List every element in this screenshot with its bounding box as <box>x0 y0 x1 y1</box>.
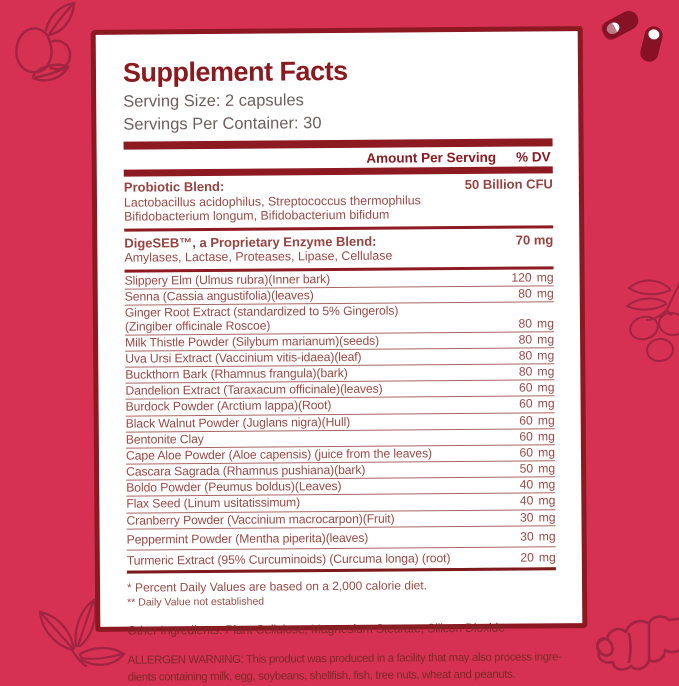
ingredient-name: Senna (Cassia angustifolia)(leaves) <box>124 288 314 304</box>
table-row <box>125 303 554 336</box>
supplement-facts-panel <box>91 26 588 684</box>
amount-unit: mg <box>536 286 554 301</box>
ingredient-name: Milk Thistle Powder (Silybum marianum)(seeds) <box>125 333 380 350</box>
serving-size: Serving Size: 2 capsules <box>123 90 304 111</box>
blend-amount: 70 mg <box>515 232 554 248</box>
probiotic-blend-section <box>124 173 553 226</box>
amount-per-serving-header: Amount Per Serving <box>366 149 497 166</box>
ingredient-name: Uva Ursi Extract (Vaccinium vitis-idaea)(leaf) <box>125 349 362 366</box>
amount-value: 50 <box>519 461 534 476</box>
daily-value-footnote: * Percent Daily Values are based on a 2,000 calorie diet. <box>126 578 428 595</box>
amount-unit: mg <box>537 412 555 428</box>
amount-value: 60 <box>519 445 534 460</box>
amount-unit: mg <box>537 445 556 460</box>
amount-unit: mg <box>538 529 556 544</box>
ingredient-amount <box>513 398 555 411</box>
blend-sub-line: Amylases, Lactase, Proteases, Lipase, Cellulase <box>124 248 393 266</box>
amount-value: 30 <box>519 510 534 525</box>
ingredient-name: Boldo Powder (Peumus boldus)(Leaves) <box>126 479 342 495</box>
capsule-pills-icon <box>597 6 669 68</box>
amount-unit: mg <box>537 396 555 411</box>
amount-value: 80 <box>518 348 533 363</box>
amount-value: 60 <box>518 380 533 395</box>
ingredient-amount <box>514 511 556 524</box>
ingredient-amount <box>512 317 554 330</box>
amount-value: 80 <box>518 364 533 379</box>
ingredient-name: Flax Seed (Linum usitatissimum) <box>126 495 301 512</box>
amount-value: 80 <box>518 316 533 331</box>
amount-value: 80 <box>518 286 532 301</box>
amount-unit: mg <box>537 332 555 347</box>
amount-unit: mg <box>537 380 555 395</box>
ingredient-name: Buckthorn Bark (Rhamnus frangula)(bark) <box>125 366 348 382</box>
amount-value: 60 <box>519 413 533 428</box>
amount-unit: mg <box>536 270 554 285</box>
ingredient-amount <box>514 479 556 492</box>
blend-name: DigeSEB™, a Proprietary Enzyme Blend: <box>124 233 377 251</box>
ingredient-name: Ginger Root Extract (standardized to 5% Gingerols) (Zingiber officinale Roscoe) <box>124 303 399 334</box>
ingredient-amount <box>512 288 554 301</box>
ingredient-name: Burdock Powder (Arctium lappa)(Root) <box>125 398 332 415</box>
ingredient-name: Black Walnut Powder (Juglans nigra)(Hull) <box>125 414 351 431</box>
ingredient-amount <box>513 414 555 427</box>
berry-sketch-icon <box>4 0 82 96</box>
amount-unit: mg <box>537 348 555 363</box>
amount-value: 40 <box>519 493 534 509</box>
amount-unit: mg <box>538 461 556 476</box>
ingredient-amount <box>513 349 555 362</box>
amount-value: 60 <box>519 429 533 444</box>
ingredient-name: Slippery Elm (Ulmus rubra)(Inner bark) <box>124 272 331 288</box>
ingredient-name: Cape Aloe Powder (Aloe capensis) (juice from the leaves) <box>125 446 433 463</box>
ingredient-name: Peppermint Powder (Mentha piperita)(leaves) <box>126 530 369 547</box>
ingredient-amount <box>514 530 556 543</box>
ingredient-table <box>125 270 556 571</box>
ingredient-name: Turmeric Extract (95% Curcuminoids) (Curcuma longa) (root) <box>126 551 451 568</box>
amount-unit: mg <box>538 477 556 492</box>
ingredient-name: Cranberry Powder (Vaccinium macrocarpon)(Fruit) <box>126 511 395 528</box>
percent-dv-header: % DV <box>516 149 551 165</box>
amount-value: 20 <box>520 550 534 565</box>
blend-sub-line: Bifidobacterium longum, Bifidobacterium bifidum <box>124 207 390 224</box>
ingredient-name: Bentonite Clay <box>125 431 204 447</box>
page-title: Supplement Facts <box>122 55 348 88</box>
enzyme-blend-section <box>124 229 553 268</box>
ingredient-amount <box>513 430 555 443</box>
blend-name: Probiotic Blend: <box>123 178 225 195</box>
blend-sub-line: Lactobacillus acidophilus, Streptococcus thermophilus <box>123 192 421 210</box>
dv-not-established-footnote: ** Daily Value not established <box>127 595 265 609</box>
ingredient-amount <box>514 462 556 475</box>
amount-unit: mg <box>537 364 555 379</box>
ingredient-amount <box>514 495 556 508</box>
amount-value: 120 <box>511 270 532 285</box>
amount-value: 80 <box>518 332 533 347</box>
allergen-line-1: ALLERGEN WARNING: This product was produced in a facility that may also process ingre- <box>127 651 562 667</box>
ginger-root-icon <box>589 606 679 680</box>
servings-per-container: Servings Per Container: 30 <box>123 113 322 134</box>
amount-unit: mg <box>536 315 555 331</box>
amount-unit: mg <box>538 509 556 525</box>
amount-value: 40 <box>519 477 534 492</box>
amount-value: 30 <box>520 529 534 544</box>
amount-unit: mg <box>538 493 556 508</box>
blend-amount: 50 Billion CFU <box>464 176 553 192</box>
ingredient-amount <box>513 382 555 395</box>
amount-unit: mg <box>537 429 555 444</box>
ingredient-amount <box>505 271 553 285</box>
allergen-line-2: dients containing milk, egg, soybeans, shellfish, fish, tree nuts, wheat and peanuts. <box>127 668 516 684</box>
ingredient-name: Cascara Sagrada (Rhamnus pushiana)(bark) <box>126 462 366 479</box>
ingredient-amount <box>514 551 556 564</box>
ingredient-amount <box>513 365 555 378</box>
ingredient-name: Dandelion Extract (Taraxacum officinale)(leaves) <box>125 381 383 398</box>
ingredient-amount <box>513 333 555 346</box>
amount-unit: mg <box>538 550 556 565</box>
ingredient-amount <box>513 446 555 459</box>
olive-branch-icon <box>617 262 679 362</box>
other-ingredients: Other Ingredients: Plant Cellulose, Magnesium Stearate, Silicon Dioxide <box>127 620 505 638</box>
allergen-warning <box>127 649 562 685</box>
amount-value: 60 <box>519 396 533 412</box>
